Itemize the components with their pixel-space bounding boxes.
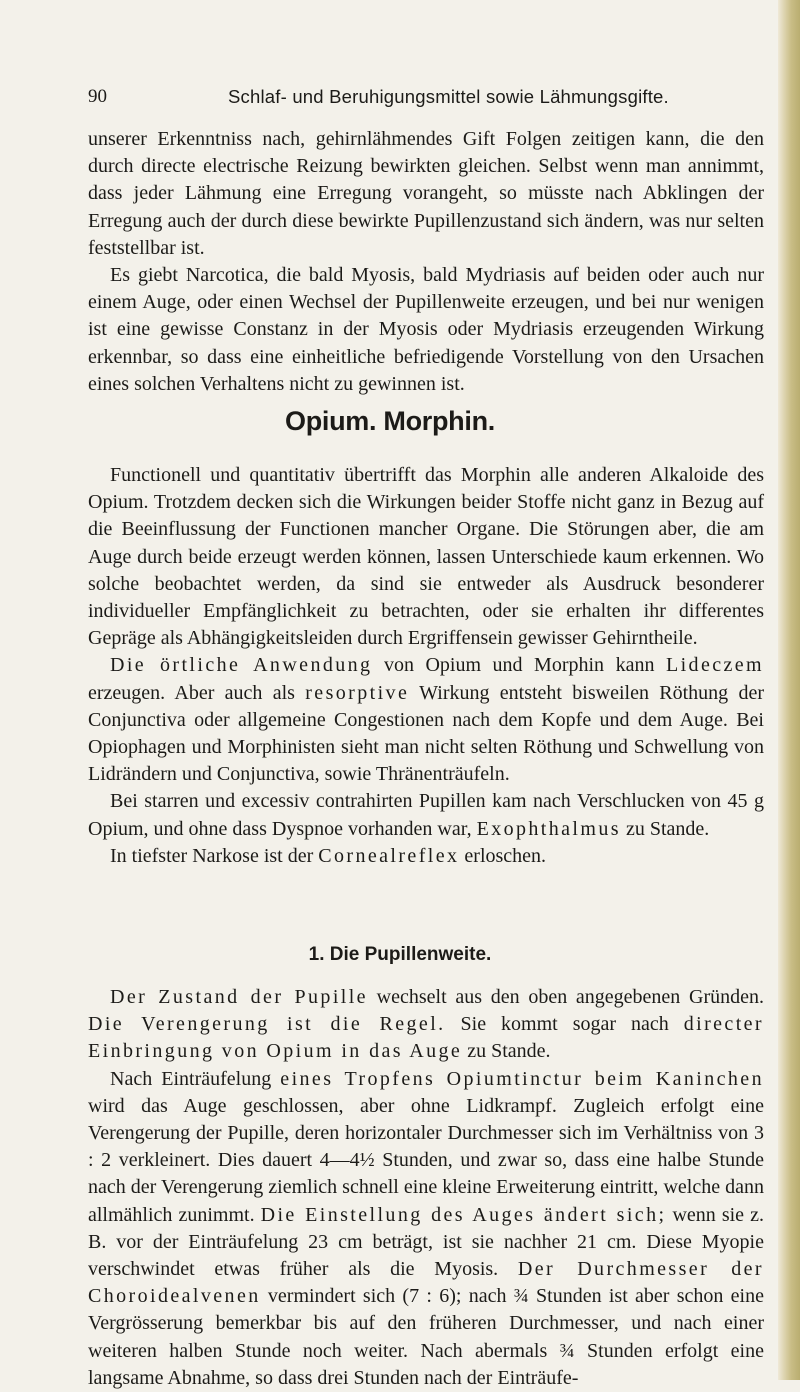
- opium-paragraph-4: [88, 843, 764, 870]
- subsection-heading-pupil: 1. Die Pupillenweite.: [308, 944, 492, 965]
- spaced-term: Cornealreflex: [318, 844, 460, 867]
- spaced-term: Der Durchmesser der Choroidealvenen: [88, 1258, 764, 1308]
- spaced-term: Die Einstellung des Auges ändert sich;: [260, 1203, 667, 1226]
- spaced-term: resorptive: [305, 681, 410, 704]
- opium-paragraph-2: [88, 652, 764, 788]
- page-edge: [778, 0, 800, 1380]
- text-run: In tiefster Narkose ist der: [110, 844, 319, 867]
- text-run: wird das Auge geschlossen, aber ohne Lidkrampf. Zugleich erfolgt eine Verengerung der Pupille, deren horizontaler Durchmesser sich im Verhältniss von 3 : 2 verkleinert. Dies dauert 4—4½ Stunden, und zwar so, dass eine halbe Stunde nach der Verengerung ziemlich schnell eine kleine Erweiterung eintritt, welche dann allmählich zunimmt.: [88, 1094, 764, 1226]
- text-run: erloschen.: [459, 844, 547, 867]
- text-run: Sie kommt sogar nach: [445, 1013, 684, 1036]
- text-run: wechselt aus den oben angegebenen Gründen.: [367, 986, 765, 1008]
- spaced-term: Der Zustand der Pupille: [110, 986, 368, 1008]
- intro-paragraph-2: Es giebt Narcotica, die bald Myosis, bald Mydriasis auf beiden oder auch nur einem Auge, oder einen Wechsel der Pupillenweite erzeugen, und bei nur wenigen ist eine gewisse Constanz in der Myosis oder Mydriasis erzeugenden Wirkung erkennbar, so dass eine einheitliche befriedigende Vorstellung von den Ursachen eines solchen Verhaltens nicht zu gewinnen ist.: [88, 264, 764, 395]
- text-run: wenn sie z. B. vor der Einträufelung 23 cm beträgt, ist sie nachher 21 cm. Diese Myopie verschwindet etwas früher als die Myosis.: [88, 1203, 764, 1281]
- section-heading-opium: Opium. Morphin.: [285, 406, 495, 436]
- opium-paragraph-3: [88, 788, 764, 842]
- text-run: von Opium und Morphin kann: [372, 654, 666, 677]
- text-run: erzeugen. Aber auch als: [88, 681, 306, 704]
- intro-paragraph-1: unserer Erkenntniss nach, gehirnlähmendes Gift Folgen zeitigen kann, die den durch directe electrische Reizung bewirkten gleichen. Selbst wenn man annimmt, dass jeder Lähmung eine Erregung vorangeht, so müsste nach Abklingen der Erregung auch der durch diese bewirkte Pupillenzustand sich ändern, was nur selten feststellbar ist.: [88, 128, 764, 259]
- running-title: Schlaf- und Beruhigungsmittel sowie Lähmungsgifte.: [228, 86, 669, 107]
- page-number: 90: [88, 86, 107, 107]
- opium-paragraph-1: Functionell und quantitativ übertrifft das Morphin alle anderen Alkaloide des Opium. Trotzdem decken sich die Wirkungen beider Stoffe nicht ganz in Bezug auf die Beeinflussung der Functionen mancher Organe. Die Störungen aber, die am Auge durch beide erzeugt werden können, lassen Unterschiede kaum erkennen. Wo solche beobachtet werden, da sind sie entweder als Ausdruck besonderer individueller Empfänglichkeit zu betrachten, oder sie erhalten ihr differentes Gepräge als Abhängigkeitsleiden durch Ergriffensein gewisser Gehirntheile.: [88, 464, 764, 650]
- intro-text: [88, 126, 764, 398]
- opium-text: [88, 462, 764, 870]
- spaced-term: directer Einbringung von Opium in das Auge: [88, 1013, 764, 1063]
- running-head: [88, 86, 728, 116]
- spaced-term: Die örtliche Anwendung: [110, 654, 373, 677]
- spaced-term: Lideczem: [665, 654, 765, 677]
- spaced-term: Die Verengerung ist die Regel.: [88, 1013, 446, 1036]
- spaced-term: Exophthalmus: [476, 817, 621, 840]
- text-run: zu Stande.: [620, 817, 710, 840]
- text-run: Wirkung entsteht bisweilen Röthung der Conjunctiva oder allgemeine Congestionen nach dem Kopfe und dem Auge. Bei Opiophagen und Morphinisten sieht man nicht selten Röthung und Schwellung von Lidrändern und Conjunctiva, sowie Thränenträufeln.: [88, 681, 764, 786]
- spaced-term: eines Tropfens Opiumtinctur beim Kaninchen: [280, 1067, 764, 1090]
- text-run: vermindert sich (7 : 6); nach ¾ Stunden ist aber schon eine Vergrösserung bemerkbar bis auf den früheren Durchmesser, und nach einer weiteren halben Stunde noch weiter. Nach abermals ¾ Stunden erfolgt eine langsame Abnahme, so dass drei Stunden nach der Einträufe-: [88, 1285, 764, 1389]
- pupil-text: [88, 984, 764, 1392]
- pupil-paragraph-1: [88, 984, 764, 1066]
- text-run: Nach Einträufelung: [110, 1067, 281, 1090]
- text-run: Bei starren und excessiv contrahirten Pupillen kam nach Verschlucken von 45 g Opium, und ohne dass Dyspnoe vorhanden war,: [88, 790, 764, 840]
- text-run: zu Stande.: [462, 1040, 551, 1063]
- pupil-paragraph-2: [88, 1066, 764, 1392]
